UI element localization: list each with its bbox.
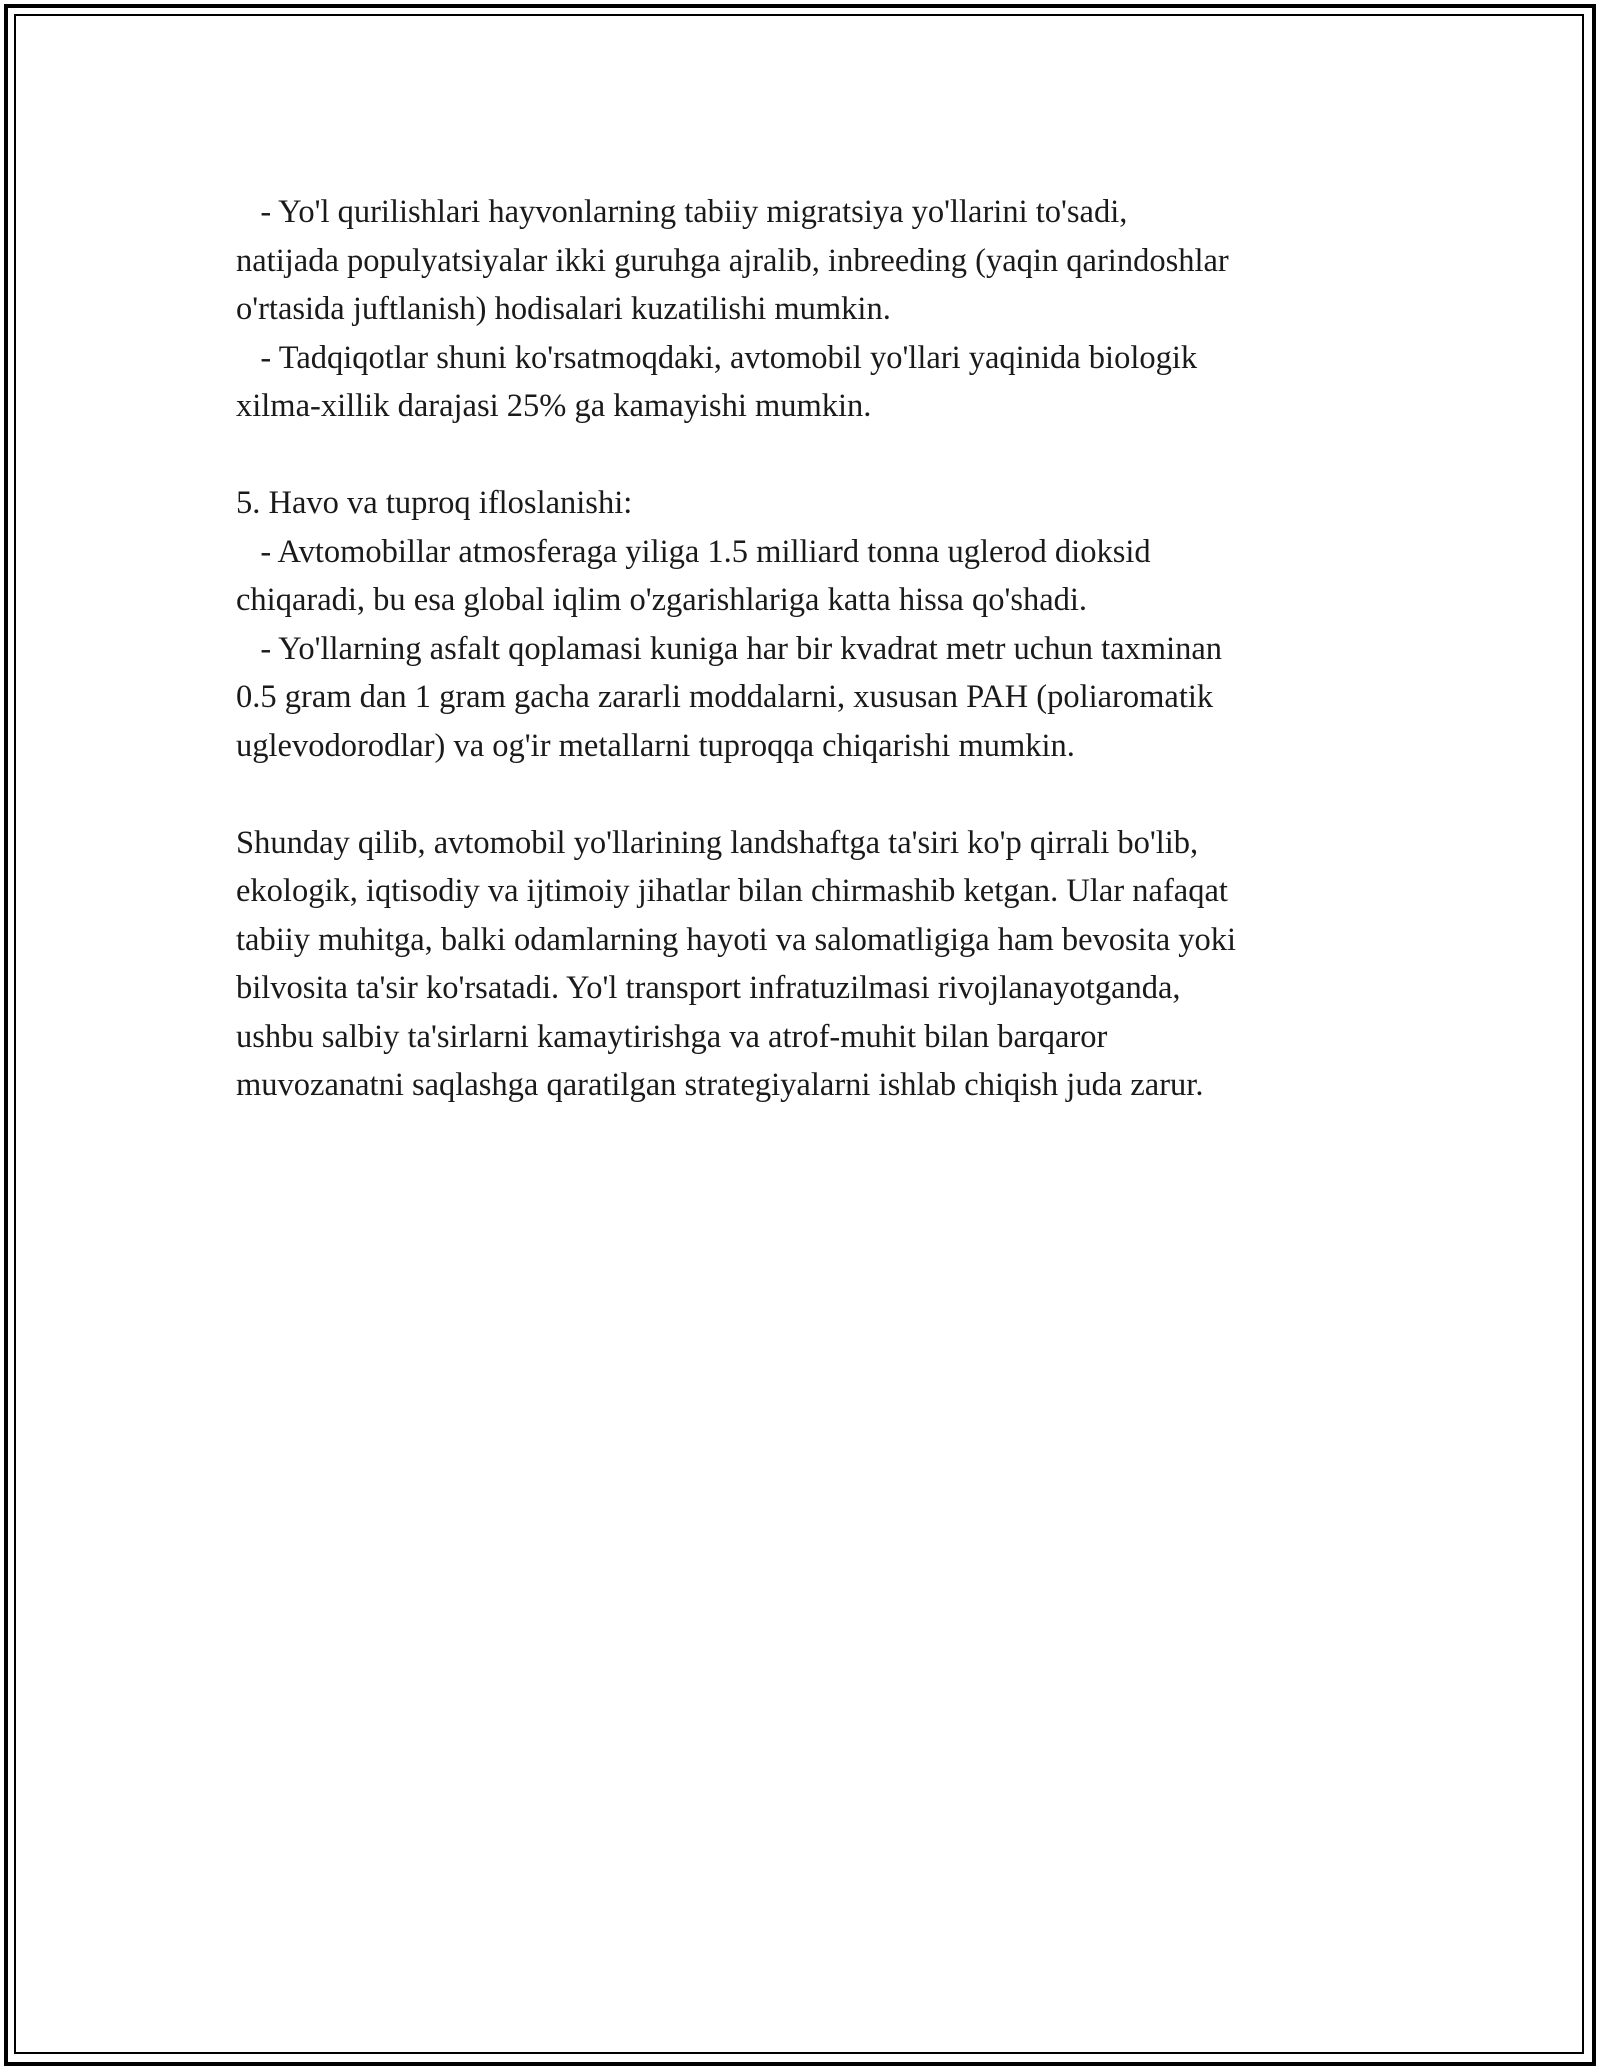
paragraph-spacer xyxy=(236,770,1386,819)
bullet-asphalt-pollutants xyxy=(236,625,1386,771)
text-line: xilma-xillik darajasi 25% ga kamayishi mumkin. xyxy=(236,388,872,424)
text-line: tabiiy muhitga, balki odamlarning hayoti va salomatligiga ham bevosita yoki xyxy=(236,921,1237,958)
conclusion-paragraph xyxy=(236,819,1386,1110)
text-line: muvozanatni saqlashga qaratilgan strategiyalarni ishlab chiqish juda zarur. xyxy=(236,1067,1204,1103)
bullet-co2-emissions xyxy=(236,528,1386,625)
text-line: o'rtasida juftlanish) hodisalari kuzatilishi mumkin. xyxy=(236,291,891,327)
bullet-migration xyxy=(236,188,1386,334)
section-heading: 5. Havo va tuproq ifloslanishi: xyxy=(236,485,633,521)
text-line: chiqaradi, bu esa global iqlim o'zgarishlariga katta hissa qo'shadi. xyxy=(236,582,1088,618)
text-line: bilvosita ta'sir ko'rsatadi. Yo'l transport infratuzilmasi rivojlanayotganda, xyxy=(236,970,1181,1006)
text-line: - Avtomobillar atmosferaga yiliga 1.5 milliard tonna uglerod dioksid xyxy=(236,533,1151,570)
text-line: Shunday qilib, avtomobil yo'llarining landshaftga ta'siri ko'p qirrali bo'lib, xyxy=(236,824,1199,861)
paragraph-spacer xyxy=(236,431,1386,480)
bullet-biodiversity xyxy=(236,334,1386,431)
document-body xyxy=(236,188,1386,1110)
section-air-soil-pollution xyxy=(236,479,1386,770)
text-line: natijada populyatsiyalar ikki guruhga ajralib, inbreeding (yaqin qarindoshlar xyxy=(236,242,1229,279)
text-line: - Yo'llarning asfalt qoplamasi kuniga har bir kvadrat metr uchun taxminan xyxy=(236,630,1223,667)
text-line: ekologik, iqtisodiy va ijtimoiy jihatlar bilan chirmashib ketgan. Ular nafaqat xyxy=(236,873,1228,909)
text-line: - Tadqiqotlar shuni ko'rsatmoqdaki, avtomobil yo'llari yaqinida biologik xyxy=(236,339,1198,376)
text-line: - Yo'l qurilishlari hayvonlarning tabiiy migratsiya yo'llarini to'sadi, xyxy=(236,194,1128,230)
text-line: uglevodorodlar) va og'ir metallarni tuproqqa chiqarishi mumkin. xyxy=(236,727,1075,764)
text-line: ushbu salbiy ta'sirlarni kamaytirishga va atrof-muhit bilan barqaror xyxy=(236,1018,1108,1055)
text-line: 0.5 gram dan 1 gram gacha zararli moddalarni, xususan PAH (poliaromatik xyxy=(236,679,1214,715)
